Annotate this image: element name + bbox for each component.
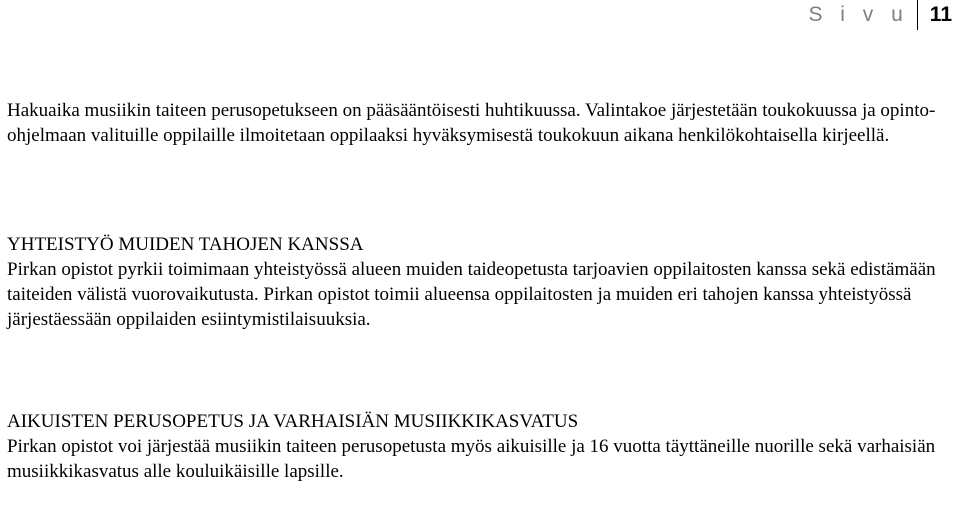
intro-paragraph: Hakuaika musiikin taiteen perusopetukseen on pääsääntöisesti huhtikuussa. Valintakoe järjestetään toukokuussa ja opinto-ohjelmaan valituille oppilaille ilmoitetaan oppilaaksi hyväksymisestä toukokuun aikana henkilökohtaisella kirjeellä. [7, 100, 936, 146]
document-body [7, 98, 952, 484]
page-label: S i v u [808, 3, 909, 26]
page-header [808, 0, 952, 30]
section-adult-education [7, 409, 952, 484]
section-paragraph: Pirkan opistot pyrkii toimimaan yhteistyössä alueen muiden taideopetusta tarjoavien oppilaitosten kanssa sekä edistämään taiteiden välistä vuorovaikutusta. Pirkan opistot toimii alueensa oppilaitosten ja muiden eri tahojen kanssa yhteistyössä järjestäessään oppilaiden esiintymistilaisuuksia. [7, 259, 936, 330]
page-number: 11 [929, 3, 952, 26]
section-heading: AIKUISTEN PERUSOPETUS JA VARHAISIÄN MUSIIKKIKASVATUS [7, 411, 579, 432]
section-heading: YHTEISTYÖ MUIDEN TAHOJEN KANSSA [7, 234, 364, 255]
section-cooperation [7, 232, 952, 332]
section-paragraph: Pirkan opistot voi järjestää musiikin taiteen perusopetusta myös aikuisille ja 16 vuotta täyttäneille nuorille sekä varhaisiän musiikkikasvatus alle kouluikäisille lapsille. [7, 436, 936, 482]
